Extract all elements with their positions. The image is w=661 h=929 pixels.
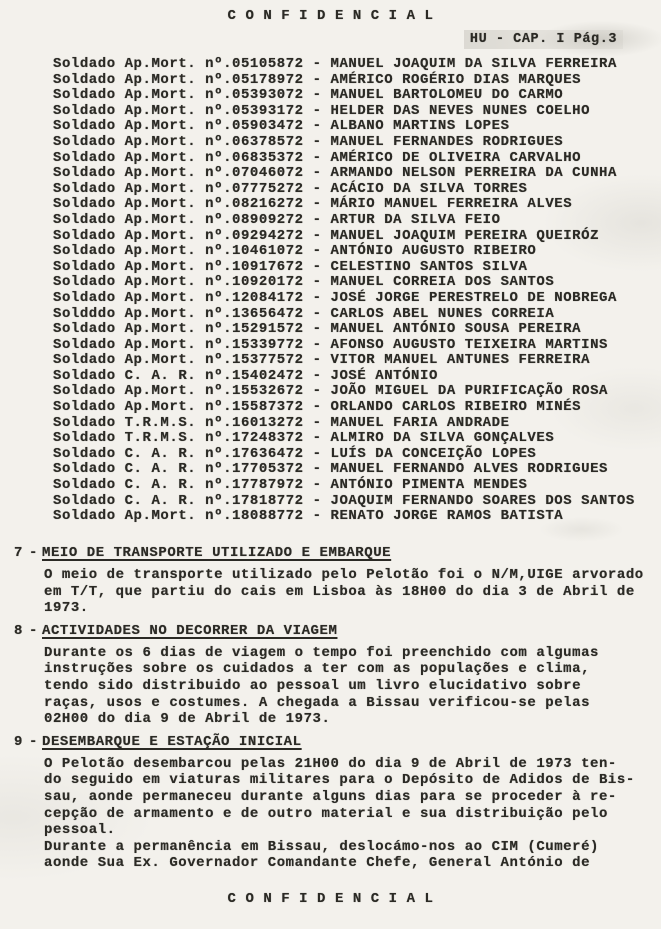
section-number: 9 [14,733,23,750]
section-body-line: em T/T, que partiu do cais em Lisboa às 18H00 do dia 3 de Abril de [44,583,635,600]
roster-line: Soldado Ap.Mort. nº.10461072 - ANTÓNIO AUGUSTO RIBEIRO [53,243,537,260]
section-body-line: O Pelotão desembarcou pelas 21H00 do dia 9 de Abril de 1973 ten- [44,755,617,772]
section-heading [0,545,647,562]
section-body [0,567,647,617]
roster-line: Soldado Ap.Mort. nº.10920172 - MANUEL CORREIA DOS SANTOS [53,274,555,291]
roster-line: Soldado Ap.Mort. nº.05393172 - HELDER DAS NEVES NUNES COELHO [53,102,591,119]
classification-footer: C O N F I D E N C I A L [227,891,434,907]
roster-line: Soldado C. A. R. nº.17787972 - ANTÓNIO PIMENTA MENDES [53,477,528,494]
roster-line: Soldado Ap.Mort. nº.05105872 - MANUEL JOAQUIM DA SILVA FERREIRA [53,56,617,72]
roster-line: Soldado Ap.Mort. nº.05178972 - AMÉRICO ROGÉRIO DIAS MARQUES [53,71,582,88]
roster-line: Soldado Ap.Mort. nº.09294272 - MANUEL JOAQUIM PEREIRA QUEIRÓZ [53,227,600,244]
section-body-line: instruções sobre os cuidados a ter com as populações e clima, [44,661,591,678]
roster-line: Soldado Ap.Mort. nº.08909272 - ARTUR DA SILVA FEIO [53,211,501,228]
section-body [0,756,647,872]
section-body-line: 1973. [44,600,89,617]
section-title: DESEMBARQUE E ESTAÇÃO INICIAL [42,733,302,750]
section-body-line: pessoal. [44,822,116,839]
roster-line: Soldado Ap.Mort. nº.15532672 - JOÃO MIGUEL DA PURIFICAÇÃO ROSA [53,383,608,400]
roster-line: Soldado Ap.Mort. nº.12084172 - JOSÉ JORGE PERESTRELO DE NOBREGA [53,289,617,306]
roster-line: Soldado Ap.Mort. nº.05393072 - MANUEL BARTOLOMEU DO CARMO [53,87,564,104]
section-dash: - [29,622,38,639]
classification-header: C O N F I D E N C I A L [227,8,434,24]
section-number: 8 [14,622,23,639]
roster-list [53,57,651,525]
section-body-line: tendo sido distribuido ao pessoal um livro elucidativo sobre [44,677,582,694]
section-dash: - [29,733,38,750]
roster-line: Soldado Ap.Mort. nº.07775272 - ACÁCIO DA SILVA TORRES [53,180,528,197]
roster-line: Soldado Ap.Mort. nº.15587372 - ORLANDO CARLOS RIBEIRO MINÉS [53,399,582,416]
roster-line: Soldado Ap.Mort. nº.07046072 - ARMANDO NELSON PERREIRA DA CUNHA [53,165,617,182]
roster-line: Soldado C. A. R. nº.17818772 - JOAQUIM FERNANDO SOARES DOS SANTOS [53,492,635,509]
roster-line: Soldado C. A. R. nº.15402472 - JOSÉ ANTÓNIO [53,367,438,384]
section-body-line: aonde Sua Ex. Governador Comandante Chefe, General António de [44,855,591,872]
section-body [0,645,647,728]
section-title: ACTIVIDADES NO DECORRER DA VIAGEM [42,622,338,639]
sections [0,545,647,878]
section-body-line: sau, aonde permaneceu durante alguns dias para se proceder à re- [44,788,617,805]
roster-line: Soldado T.R.M.S. nº.17248372 - ALMIRO DA SILVA GONÇALVES [53,430,555,447]
section-body-line: cepção de armamento e de outro material e sua distribuição pelo [44,805,608,822]
section-body-line: 02H00 do dia 9 de Abril de 1973. [44,711,331,728]
roster-line: Soldado Ap.Mort. nº.08216272 - MÁRIO MANUEL FERREIRA ALVES [53,196,573,213]
section-body-line: do seguido em viaturas militares para o Depósito de Adidos de Bis- [44,772,635,789]
section-title: MEIO DE TRANSPORTE UTILIZADO E EMBARQUE [42,545,392,561]
section-body-line: raças, usos e costumes. A chegada a Bissau verificou-se pelas [44,694,591,711]
roster-line: Soldado T.R.M.S. nº.16013272 - MANUEL FARIA ANDRADE [53,414,510,431]
section-body-line: O meio de transporte utilizado pelo Pelotão foi o N/M,UIGE arvorado [44,567,644,583]
doc-reference: HU - CAP. I Pág.3 [464,30,623,49]
section-body-line: Durante a permanência em Bissau, deslocámo-nos ao CIM (Cumeré) [44,838,599,855]
roster-line: Soldado Ap.Mort. nº.18088772 - RENATO JORGE RAMOS BATISTA [53,508,564,525]
section-9 [0,734,647,872]
roster-line: Soldado Ap.Mort. nº.10917672 - CELESTINO SANTOS SILVA [53,258,528,275]
roster-line: Soldado Ap.Mort. nº.06378572 - MANUEL FERNANDES RODRIGUES [53,133,564,150]
roster-line: Soldddo Ap.Mort. nº.13656472 - CARLOS ABEL NUNES CORREIA [53,305,555,322]
section-heading [0,623,647,640]
section-7 [0,545,647,617]
section-number: 7 [14,545,23,561]
section-dash: - [29,545,38,561]
section-8 [0,623,647,728]
roster-line: Soldado Ap.Mort. nº.15291572 - MANUEL ANTÓNIO SOUSA PEREIRA [53,321,582,338]
roster-line: Soldado Ap.Mort. nº.15377572 - VITOR MANUEL ANTUNES FERREIRA [53,352,591,369]
roster-line: Soldado Ap.Mort. nº.06835372 - AMÉRICO DE OLIVEIRA CARVALHO [53,149,582,166]
roster-line: Soldado C. A. R. nº.17636472 - LUÍS DA CONCEIÇÃO LOPES [53,445,537,462]
roster-line: Soldado Ap.Mort. nº.05903472 - ALBANO MARTINS LOPES [53,118,510,135]
roster-line: Soldado C. A. R. nº.17705372 - MANUEL FERNANDO ALVES RODRIGUES [53,461,608,478]
section-heading [0,734,647,751]
roster-line: Soldado Ap.Mort. nº.15339772 - AFONSO AUGUSTO TEIXEIRA MARTINS [53,336,608,353]
section-body-line: Durante os 6 dias de viagem o tempo foi preenchido com algumas [44,644,599,661]
